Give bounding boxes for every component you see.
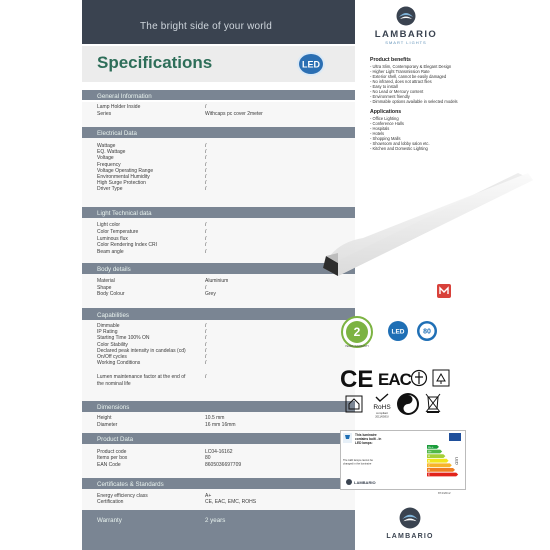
spec-label: Series — [97, 110, 112, 117]
spec-value: LC04-16162 — [205, 449, 233, 455]
spec-value: Grey — [205, 291, 216, 298]
spec-label: Lamp Holder Inside — [97, 104, 141, 110]
energy-class-label: C — [428, 463, 431, 468]
benefit-item: - Showroom and lobby salon etc. — [370, 141, 430, 146]
benefit-item: - Office Lighting — [370, 116, 399, 121]
energy-brand: LAMBARIO — [354, 480, 376, 485]
led-badge-icon — [294, 50, 328, 78]
indoor-use-icon — [345, 395, 363, 413]
energy-class-bar — [427, 473, 458, 477]
spec-label: Energy efficiency class — [97, 493, 148, 499]
spec-value: Withcaps pc cover 2meter — [205, 110, 263, 117]
spec-label: Wattage — [97, 143, 116, 149]
lambario-logo-mark-icon — [396, 6, 416, 26]
spec-label: On/Off cycles — [97, 354, 127, 360]
energy-code: 874/2012 — [438, 491, 451, 495]
section-header — [82, 207, 355, 218]
spec-label: Diameter — [97, 421, 118, 428]
ce-mark-text: CE — [340, 366, 374, 393]
spec-label: Light color — [97, 222, 121, 228]
spec-label: Color Rendering Index CRI — [97, 242, 158, 249]
spec-value: / — [205, 360, 207, 367]
rohs-badge-icon — [370, 393, 394, 419]
spec-label: Product code — [97, 449, 127, 455]
lambario-logo — [368, 6, 444, 50]
energy-text-2: contains built - in — [355, 437, 382, 441]
benefit-item: - Shopping Malls — [370, 136, 401, 141]
section-header — [82, 263, 355, 274]
spec-value: 8605036697709 — [205, 461, 242, 468]
spec-label: Color Stability — [97, 341, 128, 348]
brand-subtitle: SMART LIGHTS — [385, 40, 427, 45]
led-badge-text: LED — [302, 59, 320, 70]
spec-value: / — [205, 104, 207, 110]
cri-badge-icon — [416, 320, 438, 342]
benefit-item: - Dimmable options available in selected models — [370, 99, 458, 104]
spec-value: / — [205, 143, 207, 149]
section-header — [82, 478, 355, 489]
benefit-item: - Hospitals — [370, 126, 390, 131]
spec-label: Voltage — [97, 155, 114, 162]
energy-note-1: The LED lamps cannot be — [343, 459, 373, 462]
warranty-years: 2 — [353, 325, 361, 339]
spec-value: / — [205, 155, 207, 162]
warranty-years-text: YEARS WARRANTY — [344, 345, 370, 348]
spec-label: Dimmable — [97, 323, 120, 329]
green-dot-icon — [396, 392, 420, 416]
spec-value: / — [205, 329, 207, 336]
benefit-item: - Environment friendly — [370, 94, 410, 99]
section-title: Light Technical data — [97, 209, 152, 217]
rohs-sub2: 2011/65/EU — [375, 415, 389, 419]
energy-label — [340, 430, 466, 490]
spec-value: A+ — [205, 493, 212, 499]
led-circle-icon — [387, 320, 409, 342]
benefit-item: - Easy to install — [370, 84, 398, 89]
warranty-badge-icon — [340, 315, 374, 349]
section-title: Product Data — [97, 435, 134, 443]
eac-mark-icon — [378, 368, 411, 389]
spec-label: Declared peak intensity in candelas (cd) — [97, 347, 186, 354]
spec-value: CE, EAC, EMC, ROHS — [205, 499, 257, 506]
spec-value: / — [205, 174, 207, 180]
spec-value: / — [205, 180, 207, 187]
spec-value: / — [205, 161, 207, 168]
spec-value: 16 mm 16mm — [205, 421, 236, 428]
energy-class-label: A+ — [428, 449, 432, 454]
spec-value: / — [205, 341, 207, 348]
weee-bin-icon — [424, 392, 442, 414]
spec-value: / — [205, 186, 207, 193]
spec-value: / — [205, 249, 207, 256]
section-header — [82, 90, 355, 100]
energy-class-label: E — [428, 472, 431, 477]
profile-image — [318, 168, 540, 278]
section-title: Certificates & Standards — [97, 480, 164, 488]
spec-label: IP Rating — [97, 329, 118, 336]
spec-label: Beam angle — [97, 249, 124, 256]
led-circle-text: LED — [391, 328, 405, 336]
spec-value: / — [205, 335, 207, 342]
cri-value: 80 — [423, 328, 431, 336]
energy-text-3: LED lamps: — [355, 441, 373, 445]
section-header — [82, 127, 355, 138]
tagline: The bright side of your world — [140, 21, 272, 32]
section-title: General Information — [97, 92, 152, 100]
lamp-symbol-icon — [432, 369, 450, 387]
energy-class-label: A++ — [428, 445, 434, 449]
section-title: Capabilities — [97, 311, 129, 319]
spec-label: the nominal life — [97, 380, 131, 387]
warranty-band — [82, 510, 355, 550]
footer-brand: LAMBARIO — [386, 533, 434, 540]
spec-label: Starting Time 100% ON — [97, 335, 150, 342]
section-header — [82, 401, 355, 412]
spec-value: Aluminium — [205, 278, 229, 284]
spec-label: Body Colour — [97, 291, 125, 298]
energy-text-1: This luminaire — [355, 433, 377, 437]
spec-value: / — [205, 347, 207, 354]
energy-class-bar — [427, 459, 449, 463]
energy-class-bar — [427, 463, 452, 467]
section-title: Dimensions — [97, 403, 130, 411]
spec-label: Lumen maintenance factor at the end of — [97, 374, 186, 381]
spec-value: / — [205, 149, 207, 156]
rohs-text: RoHS — [373, 404, 391, 411]
benefit-item: - Ultra Slim, Contemporary & Elegant Design — [370, 64, 452, 69]
footer-logo — [380, 503, 440, 547]
spec-label: Working Conditions — [97, 360, 141, 367]
section-header — [82, 308, 355, 320]
benefit-item: - Exterior shell, cannot be easily damaged — [370, 74, 447, 79]
spec-label: EAN Code — [97, 461, 121, 468]
benefit-item: - No infrared, does not attract flies — [370, 79, 432, 84]
warranty-value: 2 years — [205, 517, 226, 524]
class-symbol-icon — [410, 369, 428, 387]
energy-side-label: LED — [454, 457, 460, 465]
energy-class-bar — [427, 468, 455, 472]
footer-logo-mark-icon — [399, 507, 421, 529]
spec-label: Driver Type — [97, 186, 123, 193]
page-title: Specifications — [97, 53, 213, 72]
section-title: Body details — [97, 265, 131, 273]
spec-label: Color Temperature — [97, 228, 139, 235]
benefit-item: - Higher Light Transmission Rate — [370, 69, 430, 74]
spec-value: / — [205, 323, 207, 329]
spec-value: / — [205, 167, 207, 174]
spec-label: Material — [97, 278, 115, 284]
benefit-item: - Kitchen and Domestic Lighting — [370, 146, 428, 151]
benefits-heading: Applications — [370, 109, 402, 115]
brand-name: LAMBARIO — [374, 29, 438, 40]
spec-label: High Surge Protection — [97, 180, 146, 187]
section-header — [82, 433, 355, 444]
spec-value: / — [205, 235, 207, 242]
energy-class-label: B — [428, 458, 431, 463]
energy-class-label: A — [428, 454, 431, 459]
benefit-item: - No Lead or Mercury content — [370, 89, 424, 94]
benefit-item: - Hotels — [370, 131, 385, 136]
benefits-heading: Product benefits — [370, 57, 411, 63]
brand-mark-icon — [437, 284, 451, 298]
spec-value: / — [205, 284, 207, 291]
spec-value: / — [205, 228, 207, 235]
spec-label: Height — [97, 415, 112, 421]
spec-label: Certification — [97, 499, 124, 506]
spec-label: Frequency — [97, 161, 121, 168]
spec-label: EQ. Wattage — [97, 149, 126, 156]
spec-value: / — [205, 242, 207, 249]
warranty-label: Warranty — [97, 517, 122, 524]
spec-value: 10.5 mm — [205, 415, 225, 421]
section-title: Electrical Data — [97, 129, 137, 137]
spec-value: 80 — [205, 455, 211, 462]
rohs-sub: compliant — [376, 411, 388, 415]
energy-note-2: changed in the luminaire — [343, 462, 372, 466]
spec-value: / — [205, 374, 207, 381]
eac-mark-text: EAC — [378, 370, 411, 389]
spec-value: / — [205, 354, 207, 360]
energy-label-graphic — [341, 431, 465, 489]
energy-class-label: D — [428, 468, 431, 472]
spec-table — [82, 90, 355, 550]
spec-label: Shape — [97, 284, 112, 291]
ce-mark-icon — [340, 366, 376, 393]
spec-label: Voltage Operating Range — [97, 167, 154, 174]
benefit-item: - Conference Halls — [370, 121, 404, 126]
spec-label: Environmental Humidity — [97, 174, 150, 180]
spec-label: Luminous flux — [97, 235, 128, 242]
spec-value: / — [205, 222, 207, 228]
spec-label: Items per box — [97, 455, 128, 462]
